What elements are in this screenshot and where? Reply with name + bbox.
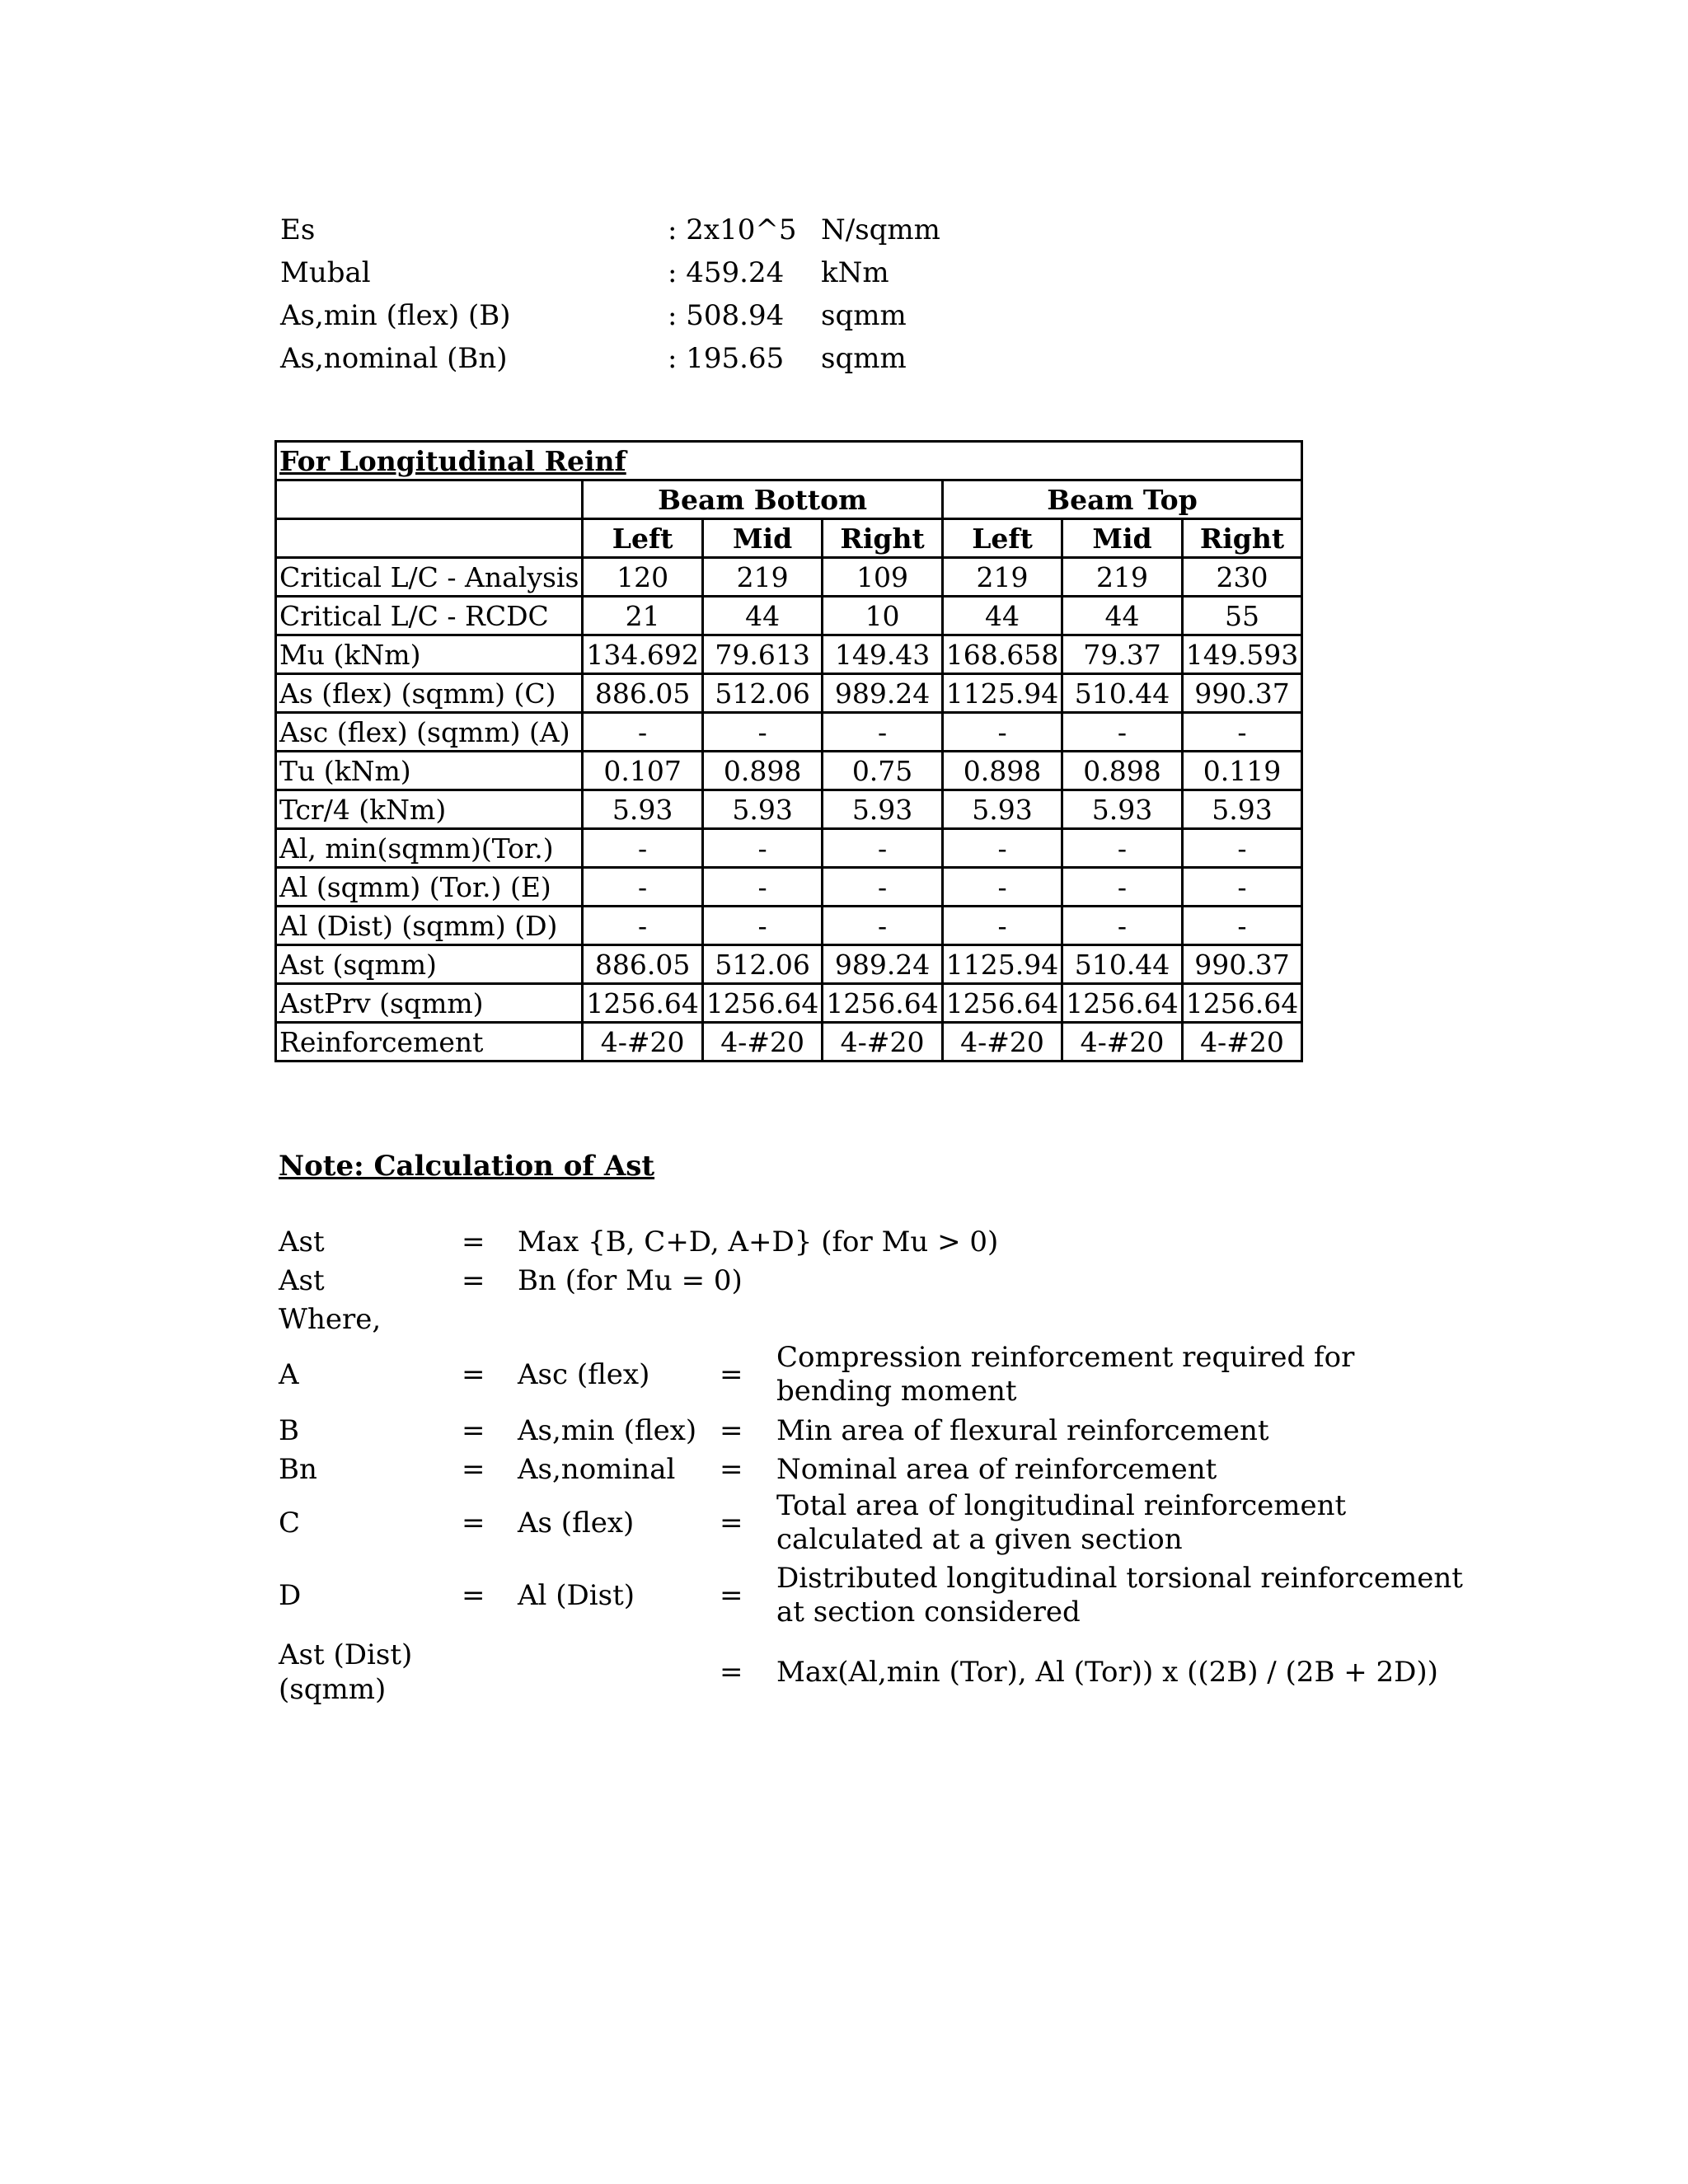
table-cell: 149.43 bbox=[823, 635, 942, 674]
table-cell: - bbox=[1062, 713, 1182, 752]
definition-symbol: A bbox=[279, 1358, 299, 1391]
table-row bbox=[276, 790, 1302, 829]
column-header: Mid bbox=[1062, 519, 1182, 558]
definition-symbol: Bn bbox=[279, 1453, 317, 1486]
table-cell: 512.06 bbox=[702, 674, 822, 713]
table-cell: 230 bbox=[1182, 558, 1301, 597]
table-cell: 109 bbox=[823, 558, 942, 597]
formula-equals: = bbox=[462, 1226, 485, 1258]
table-cell: 10 bbox=[823, 597, 942, 635]
row-label: Critical L/C - Analysis bbox=[276, 558, 583, 597]
table-cell: - bbox=[942, 868, 1062, 907]
table-row bbox=[276, 1023, 1302, 1062]
table-cell: 79.37 bbox=[1062, 635, 1182, 674]
definition-equals: = bbox=[462, 1453, 485, 1486]
row-label: Al, min(sqmm)(Tor.) bbox=[276, 829, 583, 868]
definition-symbol: B bbox=[279, 1414, 299, 1447]
param-label: As,nominal (Bn) bbox=[280, 342, 508, 375]
where-label: Where, bbox=[279, 1303, 382, 1336]
param-value: : 508.94 bbox=[668, 299, 785, 332]
definition-description: Distributed longitudinal torsional reinforcement bbox=[776, 1562, 1463, 1595]
table-cell: - bbox=[1182, 829, 1301, 868]
formula-rhs: Max {B, C+D, A+D} (for Mu > 0) bbox=[518, 1226, 999, 1258]
column-header: Left bbox=[942, 519, 1062, 558]
row-label: Critical L/C - RCDC bbox=[276, 597, 583, 635]
param-label: As,min (flex) (B) bbox=[280, 299, 511, 332]
definition-term: As (flex) bbox=[518, 1507, 635, 1540]
table-group-header-row bbox=[276, 480, 1302, 519]
table-cell: 4-#20 bbox=[1062, 1023, 1182, 1062]
table-cell: - bbox=[1182, 868, 1301, 907]
definition-equals: = bbox=[462, 1507, 485, 1540]
table-cell: 0.898 bbox=[702, 752, 822, 790]
table-cell: 990.37 bbox=[1182, 945, 1301, 984]
table-row bbox=[276, 635, 1302, 674]
table-row bbox=[276, 984, 1302, 1023]
table-cell: 886.05 bbox=[583, 945, 702, 984]
definition-equals: = bbox=[462, 1579, 485, 1612]
table-cell: 1256.64 bbox=[942, 984, 1062, 1023]
table-cell: - bbox=[702, 907, 822, 945]
param-value: : 2x10^5 bbox=[668, 213, 797, 246]
column-header: Right bbox=[1182, 519, 1301, 558]
table-cell: 886.05 bbox=[583, 674, 702, 713]
table-cell: 5.93 bbox=[942, 790, 1062, 829]
row-label: Ast (sqmm) bbox=[276, 945, 583, 984]
table-cell: 5.93 bbox=[702, 790, 822, 829]
table-cell: 5.93 bbox=[583, 790, 702, 829]
table-cell: 44 bbox=[702, 597, 822, 635]
table-cell: 168.658 bbox=[942, 635, 1062, 674]
ast-dist-symbol: Ast (Dist) bbox=[279, 1638, 413, 1671]
table-cell: 120 bbox=[583, 558, 702, 597]
table-cell: 1256.64 bbox=[702, 984, 822, 1023]
table-cell: 149.593 bbox=[1182, 635, 1301, 674]
table-cell: - bbox=[942, 829, 1062, 868]
table-row bbox=[276, 674, 1302, 713]
table-cell: - bbox=[583, 829, 702, 868]
table-cell: 5.93 bbox=[1182, 790, 1301, 829]
definition-equals: = bbox=[462, 1358, 485, 1391]
row-label: Tcr/4 (kNm) bbox=[276, 790, 583, 829]
table-cell: 4-#20 bbox=[823, 1023, 942, 1062]
group-header-beam-bottom: Beam Bottom bbox=[583, 480, 942, 519]
table-cell: 0.898 bbox=[1062, 752, 1182, 790]
table-cell: - bbox=[583, 713, 702, 752]
param-unit: N/sqmm bbox=[821, 213, 940, 246]
table-cell: - bbox=[823, 713, 942, 752]
table-row bbox=[276, 597, 1302, 635]
table-row bbox=[276, 752, 1302, 790]
table-cell: 219 bbox=[942, 558, 1062, 597]
table-cell: 1256.64 bbox=[583, 984, 702, 1023]
table-cell: 21 bbox=[583, 597, 702, 635]
table-cell: - bbox=[1182, 907, 1301, 945]
table-cell: 510.44 bbox=[1062, 945, 1182, 984]
row-label: Al (sqmm) (Tor.) (E) bbox=[276, 868, 583, 907]
table-row bbox=[276, 945, 1302, 984]
table-cell: 989.24 bbox=[823, 674, 942, 713]
definition-description: bending moment bbox=[776, 1375, 1017, 1408]
table-cell: 219 bbox=[702, 558, 822, 597]
table-column-header-row bbox=[276, 519, 1302, 558]
table-cell: 0.75 bbox=[823, 752, 942, 790]
table-cell: 4-#20 bbox=[1182, 1023, 1301, 1062]
param-value: : 195.65 bbox=[668, 342, 785, 375]
param-unit: sqmm bbox=[821, 299, 907, 332]
table-row bbox=[276, 713, 1302, 752]
ast-dist-unit: (sqmm) bbox=[279, 1673, 387, 1706]
table-cell: 989.24 bbox=[823, 945, 942, 984]
table-cell: 5.93 bbox=[1062, 790, 1182, 829]
table-row bbox=[276, 907, 1302, 945]
table-cell: 79.613 bbox=[702, 635, 822, 674]
definition-equals: = bbox=[462, 1414, 485, 1447]
param-label: Mubal bbox=[280, 256, 371, 289]
definition-term: Al (Dist) bbox=[518, 1579, 635, 1612]
table-cell: - bbox=[583, 907, 702, 945]
table-cell: - bbox=[942, 713, 1062, 752]
table-cell: - bbox=[1062, 907, 1182, 945]
param-unit: sqmm bbox=[821, 342, 907, 375]
table-cell: 4-#20 bbox=[942, 1023, 1062, 1062]
table-cell: 512.06 bbox=[702, 945, 822, 984]
table-title: For Longitudinal Reinf bbox=[276, 442, 1302, 480]
table-cell: 1125.94 bbox=[942, 674, 1062, 713]
row-label: AstPrv (sqmm) bbox=[276, 984, 583, 1023]
formula-equals: = bbox=[462, 1264, 485, 1297]
definition-description: Nominal area of reinforcement bbox=[776, 1453, 1217, 1486]
ast-dist-formula: Max(Al,min (Tor), Al (Tor)) x ((2B) / (2B + 2D)) bbox=[776, 1656, 1438, 1689]
table-cell: - bbox=[702, 713, 822, 752]
row-label: Mu (kNm) bbox=[276, 635, 583, 674]
table-cell: 55 bbox=[1182, 597, 1301, 635]
row-label: As (flex) (sqmm) (C) bbox=[276, 674, 583, 713]
table-cell: - bbox=[823, 829, 942, 868]
table-cell: 1256.64 bbox=[1062, 984, 1182, 1023]
column-header: Right bbox=[823, 519, 942, 558]
empty-header-cell bbox=[276, 519, 583, 558]
definition-equals: = bbox=[720, 1414, 743, 1447]
table-cell: 44 bbox=[942, 597, 1062, 635]
column-header: Left bbox=[583, 519, 702, 558]
table-cell: 5.93 bbox=[823, 790, 942, 829]
param-value: : 459.24 bbox=[668, 256, 785, 289]
table-cell: - bbox=[1182, 713, 1301, 752]
table-cell: 4-#20 bbox=[583, 1023, 702, 1062]
ast-dist-equals: = bbox=[720, 1656, 743, 1689]
note-title: Note: Calculation of Ast bbox=[279, 1150, 655, 1183]
definition-symbol: D bbox=[279, 1579, 302, 1612]
table-cell: 4-#20 bbox=[702, 1023, 822, 1062]
table-cell: - bbox=[583, 868, 702, 907]
table-cell: 510.44 bbox=[1062, 674, 1182, 713]
table-cell: 1256.64 bbox=[823, 984, 942, 1023]
definition-equals: = bbox=[720, 1453, 743, 1486]
definition-symbol: C bbox=[279, 1507, 301, 1540]
table-cell: 1256.64 bbox=[1182, 984, 1301, 1023]
table-cell: - bbox=[823, 907, 942, 945]
table-cell: 0.107 bbox=[583, 752, 702, 790]
group-header-beam-top: Beam Top bbox=[942, 480, 1301, 519]
definition-description: Min area of flexural reinforcement bbox=[776, 1414, 1269, 1447]
definition-equals: = bbox=[720, 1358, 743, 1391]
table-title-row bbox=[276, 442, 1302, 480]
row-label: Al (Dist) (sqmm) (D) bbox=[276, 907, 583, 945]
column-header: Mid bbox=[702, 519, 822, 558]
param-label: Es bbox=[280, 213, 316, 246]
formula-lhs: Ast bbox=[279, 1264, 325, 1297]
definition-term: Asc (flex) bbox=[518, 1358, 650, 1391]
empty-header-cell bbox=[276, 480, 583, 519]
definition-description: Compression reinforcement required for bbox=[776, 1341, 1355, 1374]
table-cell: 0.119 bbox=[1182, 752, 1301, 790]
table-cell: - bbox=[1062, 829, 1182, 868]
definition-description: Total area of longitudinal reinforcement bbox=[776, 1489, 1347, 1522]
table-row bbox=[276, 558, 1302, 597]
table-row bbox=[276, 829, 1302, 868]
table-cell: - bbox=[1062, 868, 1182, 907]
formula-lhs: Ast bbox=[279, 1226, 325, 1258]
table-cell: - bbox=[702, 829, 822, 868]
definition-term: As,min (flex) bbox=[518, 1414, 697, 1447]
definition-description: calculated at a given section bbox=[776, 1523, 1183, 1556]
definition-equals: = bbox=[720, 1507, 743, 1540]
row-label: Asc (flex) (sqmm) (A) bbox=[276, 713, 583, 752]
definition-term: As,nominal bbox=[518, 1453, 676, 1486]
table-cell: 1125.94 bbox=[942, 945, 1062, 984]
formula-rhs: Bn (for Mu = 0) bbox=[518, 1264, 743, 1297]
table-cell: 134.692 bbox=[583, 635, 702, 674]
table-cell: 990.37 bbox=[1182, 674, 1301, 713]
table-cell: 0.898 bbox=[942, 752, 1062, 790]
param-unit: kNm bbox=[821, 256, 889, 289]
table-cell: - bbox=[942, 907, 1062, 945]
table-row bbox=[276, 868, 1302, 907]
table-cell: 44 bbox=[1062, 597, 1182, 635]
table-cell: - bbox=[823, 868, 942, 907]
longitudinal-reinforcement-table bbox=[274, 440, 1303, 1062]
definition-equals: = bbox=[720, 1579, 743, 1612]
definition-description: at section considered bbox=[776, 1596, 1081, 1629]
row-label: Reinforcement bbox=[276, 1023, 583, 1062]
table-cell: - bbox=[702, 868, 822, 907]
table-cell: 219 bbox=[1062, 558, 1182, 597]
row-label: Tu (kNm) bbox=[276, 752, 583, 790]
